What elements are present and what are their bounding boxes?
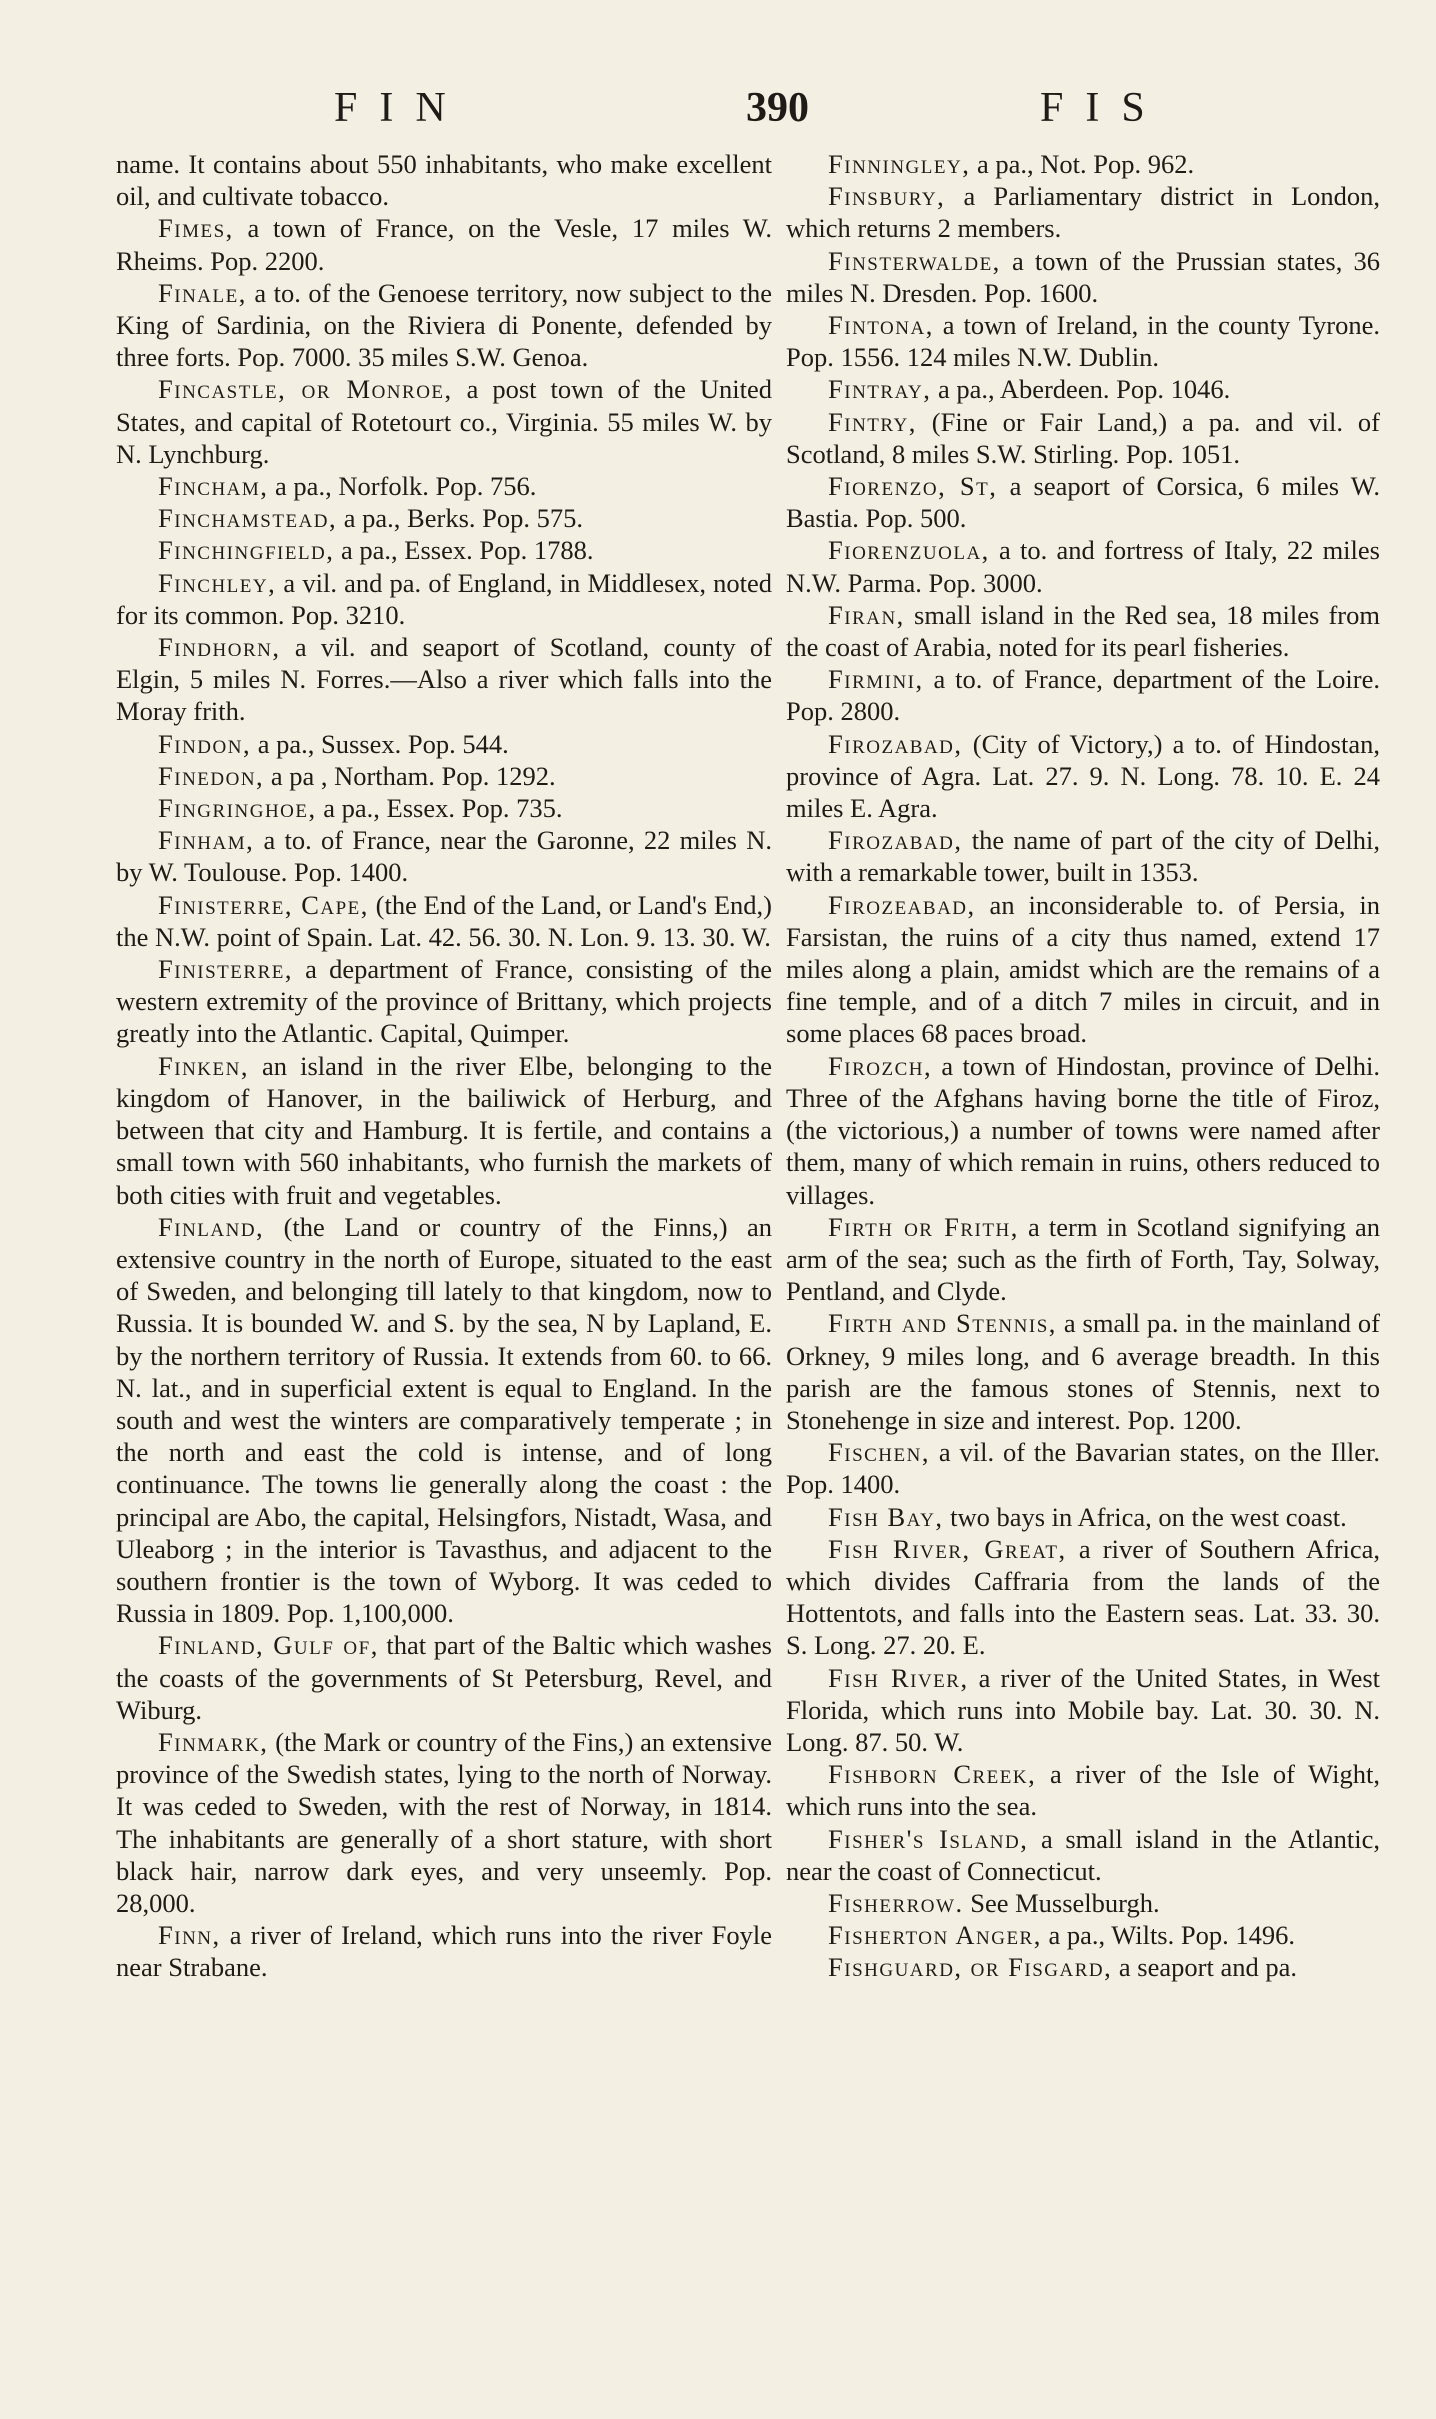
entry-headword: Findon,	[158, 728, 252, 759]
gazetteer-entry	[116, 212, 772, 276]
entry-text: (Fine or Fair Land,) a pa. and vil. of Scotland, 8 miles S.W. Stirling. Pop. 1051.	[786, 406, 1380, 469]
entry-headword: Finisterre, Cape,	[158, 889, 369, 920]
entry-text: a pa., Essex. Pop. 1788.	[334, 535, 594, 566]
entry-headword: Fintry,	[828, 406, 917, 437]
gazetteer-entry	[786, 1211, 1380, 1308]
entry-text: name. It contains about 550 inhabitants, who make excellent oil, and cultivate tobacco.	[116, 149, 772, 212]
entry-text: a pa., Essex. Pop. 735.	[316, 793, 563, 824]
entry-headword: Fingringhoe,	[158, 793, 317, 824]
gazetteer-entry	[786, 534, 1380, 598]
gazetteer-entry	[786, 148, 1380, 180]
gazetteer-entry	[116, 792, 772, 824]
entry-text: a pa., Not. Pop. 962.	[970, 149, 1195, 179]
entry-text: a river of Southern Africa, which divides Caffraria from the lands of the Hottentots, and falls into the Eastern seas. Lat. 33. 30. S. Long. 27. 20. E.	[786, 1533, 1380, 1661]
gazetteer-entry	[116, 824, 772, 888]
entry-text: a river of the Isle of Wight, which runs into the sea.	[786, 1759, 1380, 1822]
entry-headword: Findhorn,	[158, 632, 281, 663]
gazetteer-entry	[116, 631, 772, 728]
gazetteer-entry	[116, 534, 772, 566]
gazetteer-entry	[116, 567, 772, 631]
entry-text: a vil. and seaport of Scotland, county of Elgin, 5 miles N. Forres.—Also a river which falls into the Moray frith.	[116, 632, 772, 727]
entry-text: a pa., Sussex. Pop. 544.	[251, 728, 509, 759]
header-right-guideword: FIS	[1040, 85, 1167, 131]
entry-text: a to. of France, department of the Loire. Pop. 2800.	[786, 664, 1380, 727]
entry-text: a seaport of Corsica, 6 miles W. Bastia. Pop. 500.	[786, 471, 1380, 534]
gazetteer-entry	[116, 277, 772, 374]
entry-text: a to. and fortress of Italy, 22 miles N.W. Parma. Pop. 3000.	[786, 535, 1380, 598]
gazetteer-entry	[786, 1823, 1380, 1887]
entry-text: (City of Victory,) a to. of Hindostan, province of Agra. Lat. 27. 9. N. Long. 78. 10. E. 24 miles E. Agra.	[786, 728, 1380, 824]
gazetteer-entry	[116, 1211, 772, 1630]
entry-text: See Musselburgh.	[963, 1887, 1160, 1918]
entry-text: a Parliamentary district in London, which returns 2 members.	[786, 181, 1380, 244]
entry-text: a river of Ireland, which runs into the river Foyle near Strabane.	[116, 1920, 772, 1983]
entry-text: a pa., Aberdeen. Pop. 1046.	[931, 374, 1231, 405]
gazetteer-entry	[786, 1501, 1380, 1533]
gazetteer-entry	[786, 1887, 1380, 1919]
entry-text: a post town of the United States, and capital of Rotetourt co., Virginia. 55 miles W. by N. Lynchburg.	[116, 374, 772, 469]
entry-headword: Fisher's Island,	[828, 1823, 1029, 1854]
entry-text: the name of part of the city of Delhi, with a remarkable tower, built in 1353.	[786, 825, 1380, 888]
gazetteer-entry	[786, 1662, 1380, 1759]
gazetteer-entry	[786, 1050, 1380, 1211]
entry-headword: Fincastle, or Monroe,	[158, 374, 453, 405]
entry-headword: Firmini,	[828, 664, 924, 695]
entry-text: a small island in the Atlantic, near the coast of Connecticut.	[786, 1823, 1380, 1886]
entry-text: a to. of the Genoese territory, now subject to the King of Sardinia, on the Riviera di Ponente, defended by three forts. Pop. 7000. 35 miles S.W. Genoa.	[116, 277, 772, 373]
entry-text: (the Mark or country of the Fins,) an extensive province of the Swedish states, lying to the north of Norway. It was ceded to Sweden, with the rest of Norway, in 1814. The inhabitants are generally of a short stature, with short black hair, narrow dark eyes, and very unseemly. Pop. 28,000.	[116, 1726, 772, 1918]
entry-text: an inconsiderable to. of Persia, in Farsistan, the ruins of a city thus named, extend 17 miles along a plain, amidst which are the remains of a fine temple, and of a ditch 7 miles in circuit, and in some places 68 paces broad.	[786, 889, 1380, 1049]
left-column	[116, 148, 772, 1984]
entry-headword: Firozeabad,	[828, 889, 976, 920]
entry-headword: Firan,	[828, 599, 905, 630]
gazetteer-entry	[786, 728, 1380, 825]
entry-headword: Fiorenzuola,	[828, 535, 990, 566]
entry-text: a seaport and pa.	[1112, 1952, 1297, 1983]
entry-text: a town of Ireland, in the county Tyrone. Pop. 1556. 124 miles N.W. Dublin.	[786, 310, 1380, 373]
entry-text: an island in the river Elbe, belonging to the kingdom of Hanover, in the bailiwick of Herburg, and between that city and Hamburg. It is fertile, and contains a small town with 560 inhabitants, who furnish the markets of both cities with fruit and vegetables.	[116, 1050, 772, 1210]
entry-headword: Fiorenzo, St,	[828, 471, 998, 502]
entry-headword: Finland, Gulf of,	[158, 1630, 379, 1661]
entry-headword: Firozabad,	[828, 825, 963, 856]
entry-headword: Finland,	[158, 1211, 265, 1242]
entry-headword: Finken,	[158, 1050, 249, 1081]
gazetteer-entry	[116, 1050, 772, 1211]
entry-headword: Finn,	[158, 1920, 221, 1951]
entry-text: that part of the Baltic which washes the coasts of the governments of St Petersburg, Revel, and Wiburg.	[116, 1630, 772, 1725]
page-number: 390	[746, 85, 809, 131]
gazetteer-entry	[116, 889, 772, 953]
entry-headword: Finmark,	[158, 1726, 269, 1757]
entry-headword: Fishborn Creek,	[828, 1759, 1037, 1790]
entry-text: a pa , Northam. Pop. 1292.	[264, 760, 556, 791]
gazetteer-entry	[116, 1629, 772, 1726]
gazetteer-entry	[786, 1533, 1380, 1662]
entry-headword: Finedon,	[158, 760, 265, 791]
gazetteer-entry	[116, 502, 772, 534]
gazetteer-entry	[786, 824, 1380, 888]
gazetteer-entry	[116, 1726, 772, 1919]
entry-text: a town of France, on the Vesle, 17 miles W. Rheims. Pop. 2200.	[116, 213, 772, 276]
gazetteer-entry	[786, 470, 1380, 534]
gazetteer-entry	[116, 953, 772, 1050]
entry-headword: Finsterwalde,	[828, 245, 1001, 276]
gazetteer-entry	[786, 1436, 1380, 1500]
header-left-guideword: FIN	[334, 85, 468, 131]
entry-headword: Firozabad,	[828, 728, 963, 759]
gazetteer-entry	[786, 599, 1380, 663]
entry-text: a vil. and pa. of England, in Middlesex, noted for its common. Pop. 3210.	[116, 567, 772, 630]
entry-text: a small pa. in the mainland of Orkney, 9 miles long, and 6 average breadth. In this parish are the famous stones of Stennis, next to Stonehenge in size and interest. Pop. 1200.	[786, 1308, 1380, 1435]
entry-text: small island in the Red sea, 18 miles from the coast of Arabia, noted for its pearl fisheries.	[786, 599, 1380, 663]
gazetteer-entry	[786, 309, 1380, 373]
gazetteer-entry	[786, 1758, 1380, 1822]
gazetteer-entry	[116, 1919, 772, 1983]
entry-headword: Fimes,	[158, 213, 234, 244]
gazetteer-entry	[786, 180, 1380, 244]
gazetteer-entry	[116, 470, 772, 502]
entry-text: a town of the Prussian states, 36 miles N. Dresden. Pop. 1600.	[786, 245, 1380, 308]
entry-headword: Fishguard, or Fisgard,	[828, 1952, 1113, 1983]
entry-text: a pa., Norfolk. Pop. 756.	[268, 471, 537, 502]
entry-headword: Finsbury,	[828, 181, 946, 212]
entry-headword: Finningley,	[828, 149, 971, 179]
running-header	[0, 84, 1436, 144]
gazetteer-entry	[786, 889, 1380, 1050]
gazetteer-entry	[116, 373, 772, 470]
entry-headword: Firth and Stennis,	[828, 1308, 1057, 1339]
entry-headword: Finisterre,	[158, 954, 293, 985]
entry-headword: Firozch,	[828, 1050, 933, 1081]
gazetteer-entry	[786, 373, 1380, 405]
gazetteer-entry	[786, 1951, 1380, 1983]
entry-headword: Finchamstead,	[158, 503, 338, 534]
entry-headword: Fisherrow.	[828, 1887, 964, 1918]
gazetteer-entry	[116, 728, 772, 760]
entry-text: a pa., Berks. Pop. 575.	[337, 503, 583, 534]
entry-headword: Fisherton Anger,	[828, 1920, 1042, 1951]
gazetteer-entry	[786, 406, 1380, 470]
entry-headword: Fincham,	[158, 471, 269, 502]
entry-text: a department of France, consisting of the western extremity of the province of Brittany, which projects greatly into the Atlantic. Capital, Quimper.	[116, 954, 772, 1049]
gazetteer-entry	[786, 1919, 1380, 1951]
right-column	[786, 148, 1380, 1984]
entry-headword: Finchingfield,	[158, 535, 335, 566]
entry-text: a term in Scotland signifying an arm of the sea; such as the firth of Forth, Tay, Solway, Pentland, and Clyde.	[786, 1211, 1380, 1307]
entry-headword: Fish Bay,	[828, 1501, 944, 1532]
entry-text: two bays in Africa, on the west coast.	[943, 1501, 1347, 1532]
entry-headword: Fish River,	[828, 1662, 969, 1693]
entry-headword: Fintray,	[828, 374, 932, 405]
entry-headword: Finham,	[158, 825, 255, 856]
entry-text: a to. of France, near the Garonne, 22 miles N. by W. Toulouse. Pop. 1400.	[116, 825, 772, 888]
gazetteer-entry	[116, 148, 772, 212]
entry-headword: Fintona,	[828, 310, 934, 341]
gazetteer-entry	[116, 760, 772, 792]
entry-text: a pa., Wilts. Pop. 1496.	[1041, 1920, 1295, 1951]
entry-text: a river of the United States, in West Florida, which runs into Mobile bay. Lat. 30. 30. N. Long. 87. 50. W.	[786, 1662, 1381, 1757]
entry-headword: Fischen,	[828, 1437, 930, 1468]
gazetteer-entry	[786, 245, 1380, 309]
entry-headword: Firth or Frith,	[828, 1211, 1019, 1242]
gazetteer-entry	[786, 1307, 1380, 1436]
entry-text: a vil. of the Bavarian states, on the Iller. Pop. 1400.	[786, 1437, 1380, 1500]
gazetteer-entry	[786, 663, 1380, 727]
entry-text: (the End of the Land, or Land's End,) the N.W. point of Spain. Lat. 42. 56. 30. N. Lon. 9. 13. 30. W.	[116, 889, 772, 952]
entry-text: a town of Hindostan, province of Delhi. Three of the Afghans having borne the title of Firoz, (the victorious,) a number of towns were named after them, many of which remain in ruins, others reduced to villages.	[786, 1050, 1380, 1210]
entry-headword: Finchley,	[158, 567, 277, 598]
entry-text: (the Land or country of the Finns,) an extensive country in the north of Europe, situated to the east of Sweden, and belonging till lately to that kingdom, now to Russia. It is bounded W. and S. by the sea, N by Lapland, E. by the northern territory of Russia. It extends from 60. to 66. N. lat., and in superficial extent is equal to England. In the south and west the winters are comparatively temperate ; in the north and east the cold is intense, and of long continuance. The towns lie generally along the coast : the principal are Abo, the capital, Helsingfors, Nistadt, Wasa, and Uleaborg ; in the interior is Tavasthus, and adjacent to the southern frontier is the town of Wyborg. It was ceded to Russia in 1809. Pop. 1,100,000.	[116, 1211, 772, 1629]
entry-headword: Fish River, Great,	[828, 1533, 1067, 1564]
entry-headword: Finale,	[158, 277, 247, 308]
